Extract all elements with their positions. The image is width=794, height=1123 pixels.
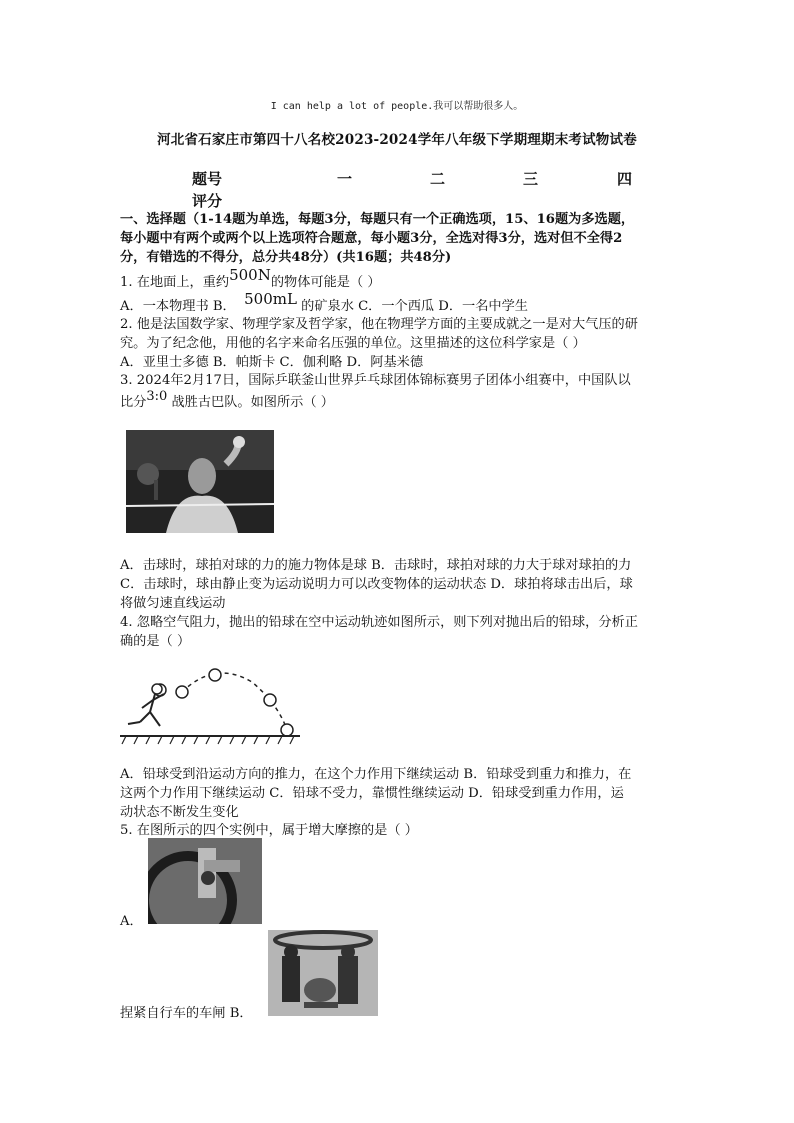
q2-options: A．亚里士多德 B．帕斯卡 C．伽利略 D．阿基米德	[120, 355, 424, 370]
q1-option-rest: 的矿泉水 C．一个西瓜 D．一名中学生	[301, 299, 528, 314]
q4-option-line-2: 这两个力作用下继续运动 C．铅球不受力，靠惯性继续运动 D．铅球受到重力作用，运	[120, 786, 624, 801]
q3-line-1: 3. 2024年2月17日，国际乒联釜山世界乒乓球团体锦标赛男子团体小组赛中，中国队以	[120, 373, 631, 388]
header-note: I can help a lot of people.我可以帮助很多人。	[270, 101, 524, 112]
score-table-col-3: 三	[523, 170, 539, 188]
table-tennis-photo	[126, 430, 274, 533]
q3-option-line-2: C．击球时，球由静止变为运动说明力可以改变物体的运动状态 D．球拍将球击出后，球	[120, 577, 633, 592]
q4-option-line-1: A．铅球受到沿运动方向的推力，在这个力作用下继续运动 B．铅球受到重力和推力，在	[120, 767, 632, 782]
section-instruction-line-1: 一、选择题（1-14题为单选，每题3分，每题只有一个正确选项，15、16题为多选题，	[120, 212, 635, 227]
score-table-col-2: 二	[430, 170, 446, 188]
q3-option-line-1: A．击球时，球拍对球的力的施力物体是球 B．击球时，球拍对球的力大于球对球拍的力	[120, 558, 632, 573]
q2-line-1: 2. 他是法国数学家、物理学家及哲学家，他在物理学方面的主要成就之一是对大气压的研	[120, 317, 638, 332]
bicycle-brake-photo	[148, 838, 262, 924]
score-table	[192, 168, 652, 212]
q3-option-line-3: 将做匀速直线运动	[120, 596, 226, 611]
q3-line-2-end: 战胜古巴队。如图所示（ ）	[171, 395, 334, 410]
score-table-col-1: 一	[337, 170, 353, 188]
score-table-score-label: 评分	[192, 192, 223, 210]
q1-options	[120, 290, 528, 316]
q3-line-2-start: 比分	[120, 395, 147, 410]
q5-stem: 5. 在图所示的四个实例中，属于增大摩擦的是（ ）	[120, 823, 418, 838]
page-title: 河北省石家庄市第四十八名校2023-2024学年八年级下学期理期末考试物试卷	[157, 132, 637, 148]
q5-option-a-text: 捏紧自行车的车闸 B．	[120, 1006, 253, 1021]
q2-line-2: 究。为了纪念他，用他的名字来命名压强的单位。这里描述的这位科学家是（ ）	[120, 336, 586, 351]
q1-weight-value: 500N	[229, 266, 271, 284]
q5-option-a-label: A．	[120, 914, 143, 929]
q4-line-2: 确的是（ ）	[120, 634, 191, 649]
q3-line-2	[120, 389, 334, 412]
curling-photo	[268, 930, 378, 1016]
q1-volume-value: 500mL	[244, 290, 297, 308]
q4-option-line-3: 动状态不断发生变化	[120, 805, 239, 820]
section-instruction-line-3: 分，有错选的不得分，总分共48分）(共16题；共48分)	[120, 250, 452, 265]
q3-score-value: 3:0	[146, 389, 168, 404]
section-instruction-line-2: 每小题中有两个或两个以上选项符合题意，每小题3分，全选对得3分，选对但不全得2	[120, 231, 623, 246]
score-table-row-label: 题号	[192, 170, 223, 188]
q1-stem	[120, 266, 381, 292]
q1-option-a: A．一本物理书 B．	[120, 299, 236, 314]
shot-put-trajectory-diagram	[120, 664, 300, 746]
score-table-col-4: 四	[617, 170, 633, 188]
q1-stem-end: 的物体可能是（ ）	[270, 275, 381, 290]
q4-line-1: 4. 忽略空气阻力，抛出的铅球在空中运动轨迹如图所示，则下列对抛出后的铅球，分析正	[120, 615, 638, 630]
q1-stem-text: 1. 在地面上，重约	[120, 275, 230, 290]
